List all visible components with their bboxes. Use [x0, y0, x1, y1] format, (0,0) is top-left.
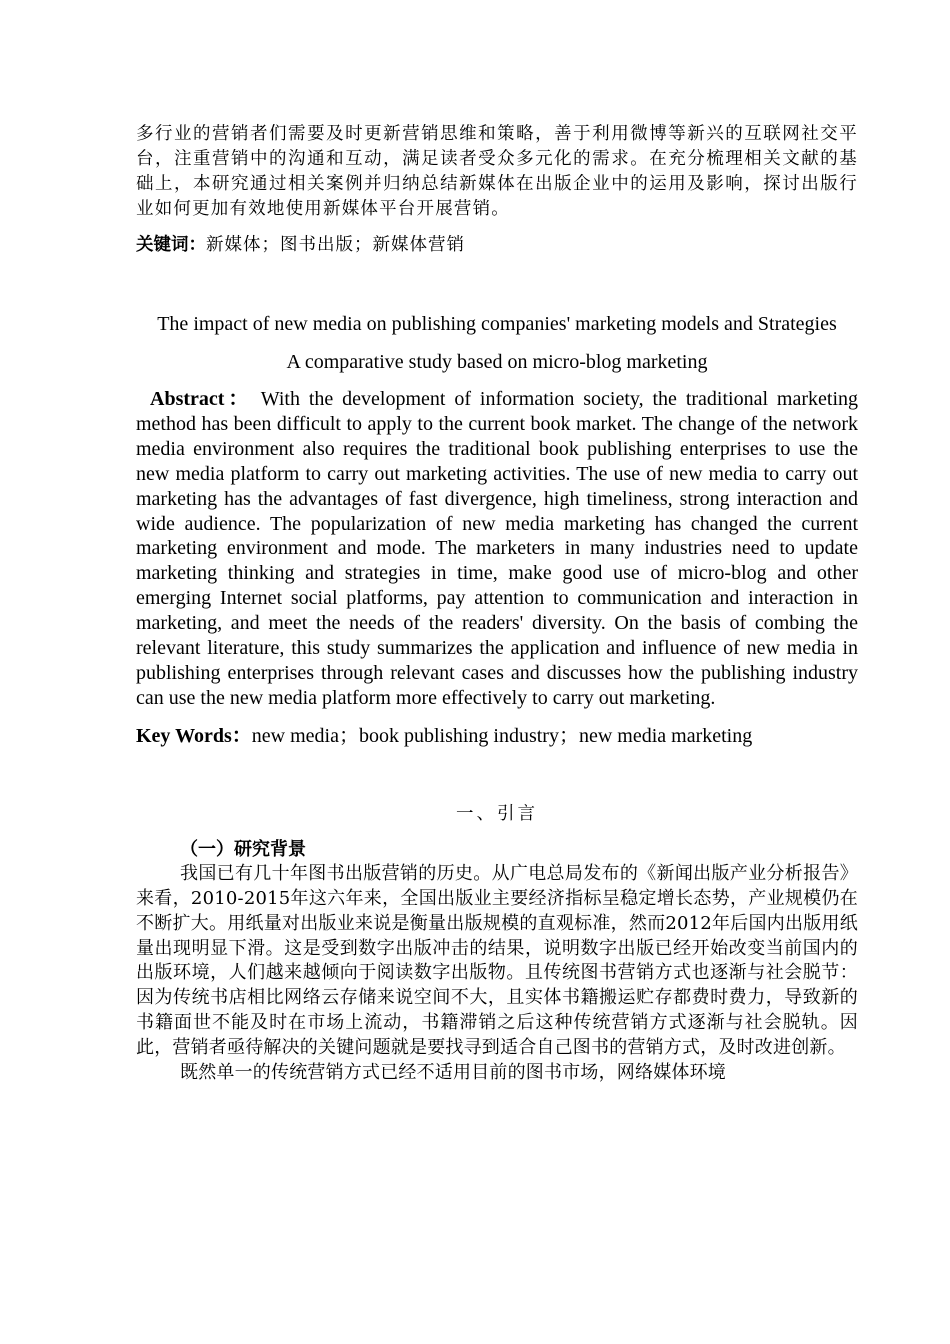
section-title-introduction: 一、引言 — [456, 803, 538, 824]
chinese-keywords — [136, 232, 858, 258]
chinese-abstract-text: 多行业的营销者们需要及时更新营销思维和策略，善于利用微博等新兴的互联网社交平台，注重营销中的沟通和互动，满足读者受众多元化的需求。在充分梳理相关文献的基础上，本研究通过相关案例并归纳总结新媒体在出版企业中的运用及影响，探讨出版行业如何更加有效地使用新媒体平台开展营销。 — [136, 124, 858, 219]
body-paragraph: 既然单一的传统营销方式已经不适用目前的图书市场，网络媒体环境 — [180, 1062, 726, 1084]
body-paragraph: 我国已有几十年图书出版营销的历史。从广电总局发布的《新闻出版产业分析报告》来看，2010-2015年这六年来，全国出版业主要经济指标呈稳定增长态势，产业规模仍在不断扩大。用纸量对出版业来说是衡量出版规模的直观标准，然而2012年后国内出版用纸量出现明显下滑。这是受到数字出版冲击的结果，说明数字出版已经开始改变当前国内的出版环境，人们越来越倾向于阅读数字出版物。且传统图书营销方式也逐渐与社会脱节：因为传统书店相比网络云存储来说空间不大，且实体书籍搬运贮存都费时费力，导致新的书籍面世不能及时在市场上流动，书籍滞销之后这种传统营销方式逐渐与社会脱轨。因此，营销者亟待解决的关键问题就是要找寻到适合自己图书的营销方式，及时改进创新。 — [136, 862, 858, 1059]
document-page — [136, 122, 858, 1086]
english-abstract-label: Abstract： — [150, 388, 253, 410]
english-title: The impact of new media on publishing companies' marketing models and Strategies — [157, 313, 837, 335]
english-subtitle: A comparative study based on micro-blog marketing — [286, 351, 708, 373]
english-keywords — [136, 724, 858, 749]
english-abstract — [136, 387, 858, 711]
subsection-title-research-background: （一）研究背景 — [180, 838, 306, 860]
english-abstract-text: With the development of information society, the traditional marketing method has been difficult to apply to the current book market. The change of the network media environment also requires the traditional book publishing enterprises to use the new media platform to carry out marketing activities. The use of new media to carry out marketing has the advantages of fast divergence, high timeliness, strong interaction and wide audience. The popularization of new media marketing has changed the current marketing environment and mode. The marketers in many industries need to update marketing thinking and strategies in time, make good use of micro-blog and other emerging Internet social platforms, pay attention to communication and interaction in marketing, and meet the needs of the readers' diversity. On the basis of combing the relevant literature, this study summarizes the application and influence of new media in publishing enterprises through relevant cases and discusses how the publishing industry can use the new media platform more effectively to carry out marketing. — [136, 388, 858, 709]
english-keywords-value: new media；book publishing industry；new media marketing — [251, 724, 753, 747]
english-keywords-label: Key Words： — [136, 724, 252, 747]
chinese-keywords-label: 关键词： — [136, 235, 206, 255]
chinese-keywords-value: 新媒体；图书出版；新媒体营销 — [206, 235, 465, 255]
